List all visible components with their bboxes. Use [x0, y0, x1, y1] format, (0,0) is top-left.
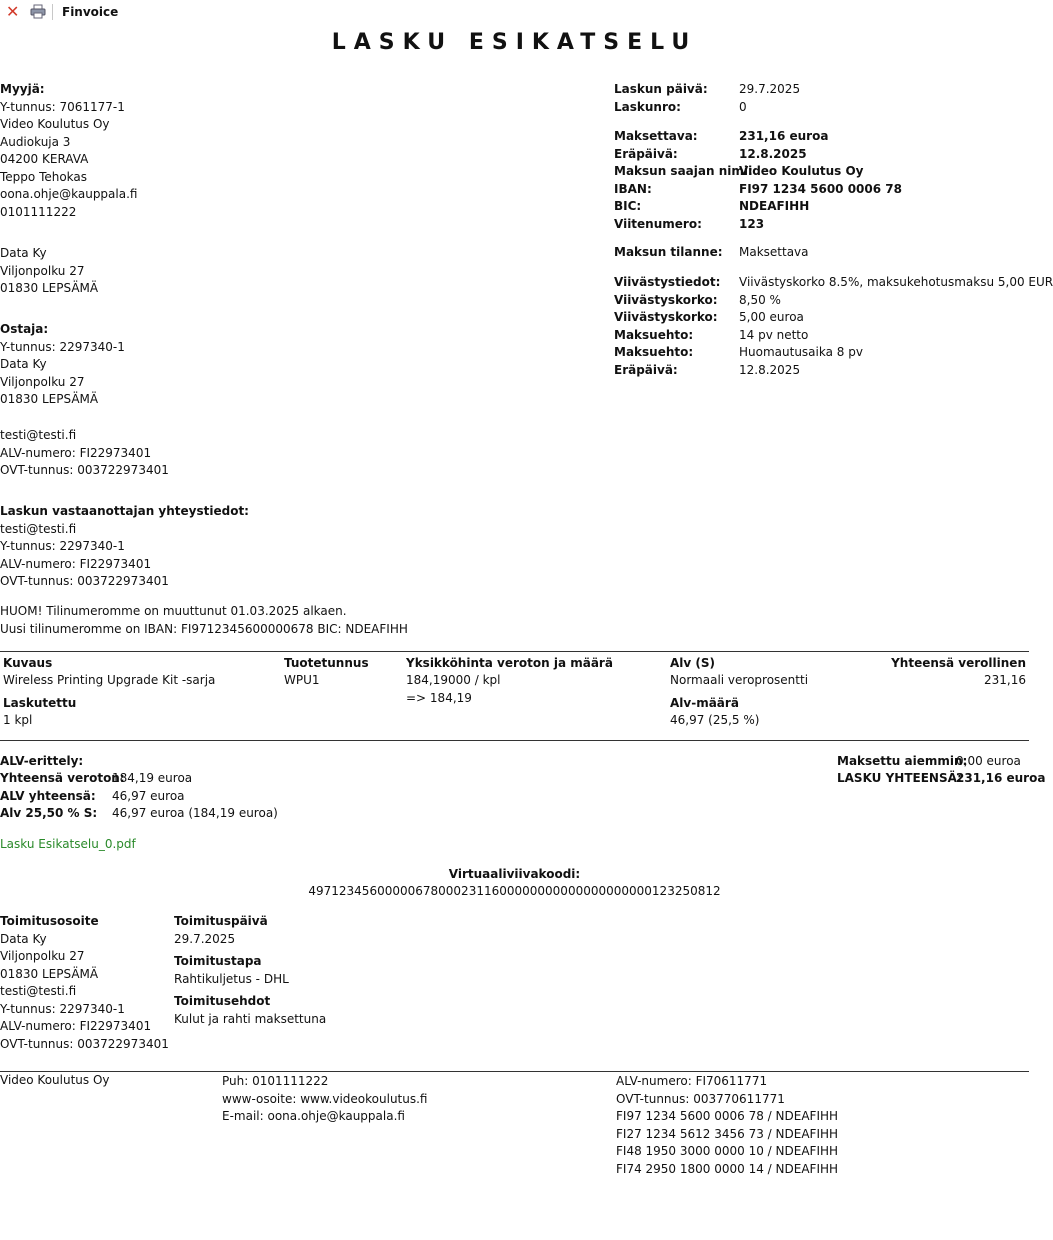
delivery-address-line: Y-tunnus: 2297340-1 [0, 1001, 125, 1016]
info-key: Viivästyskorko: [614, 292, 718, 307]
table-top-divider [0, 651, 1029, 652]
invoice-total-value: 231,16 euroa [956, 771, 1046, 785]
info-value: 14 pv netto [739, 327, 809, 342]
info-key: Viivästyskorko: [614, 310, 718, 324]
recipient-contact-line: Y-tunnus: 2297340-1 [0, 539, 125, 553]
item-unit-price: 184,19000 / kpl [406, 673, 501, 687]
delivery-address-label: Toimitusosoite [0, 914, 99, 928]
info-key: Eräpäivä: [614, 146, 678, 161]
toolbar-title: Finvoice [62, 5, 119, 19]
delivery-address-line: OVT-tunnus: 003722973401 [0, 1036, 169, 1051]
delivery-party-line: Viljonpolku 27 [0, 263, 85, 278]
seller-line: Teppo Tehokas [0, 169, 88, 184]
footer-website: www-osoite: www.videokoulutus.fi [222, 1091, 428, 1106]
invoiced-value: 1 kpl [3, 713, 33, 727]
seller-line: 0101111222 [0, 204, 77, 219]
seller-line: Video Koulutus Oy [0, 117, 110, 131]
delivery-date-label: Toimituspäivä [174, 914, 268, 928]
buyer-line: Viljonpolku 27 [0, 374, 85, 389]
buyer-block [0, 321, 125, 409]
paid-earlier-label: Maksettu aiemmin: [837, 754, 968, 768]
delivery-terms-label: Toimitusehdot [174, 994, 271, 1008]
footer-bank-account: FI97 1234 5600 0006 78 / NDEAFIHH [616, 1109, 839, 1123]
item-vat: Normaali veroprosentti [670, 673, 809, 687]
info-value: 12.8.2025 [739, 362, 801, 377]
item-product-code: WPU1 [284, 673, 320, 687]
vat-breakdown-key: ALV yhteensä: [0, 789, 96, 803]
delivery-party-block [0, 245, 98, 298]
col-header-unit-price: Yksikköhinta veroton ja määrä [406, 656, 613, 670]
info-value: Video Koulutus Oy [739, 164, 864, 178]
seller-label: Myyjä: [0, 82, 45, 96]
delivery-method-label: Toimitustapa [174, 954, 262, 968]
col-header-product-code: Tuotetunnus [284, 656, 369, 670]
barcode-label: Virtuaaliviivakoodi: [448, 867, 581, 881]
delivery-address-line: ALV-numero: FI22973401 [0, 1019, 152, 1033]
recipient-contact-line: testi@testi.fi [0, 521, 77, 536]
delivery-party-line: Data Ky [0, 246, 47, 260]
seller-line: Audiokuja 3 [0, 134, 71, 149]
delivery-address-line: testi@testi.fi [0, 984, 77, 998]
buyer-vat-number: ALV-numero: FI22973401 [0, 445, 152, 460]
info-key: BIC: [614, 199, 642, 213]
barcode-value: 497123456000006780002311600000000000000000000123250812 [308, 884, 721, 898]
vat-amount-label: Alv-määrä [670, 696, 739, 710]
pdf-link[interactable]: Lasku Esikatselu_0.pdf [0, 837, 136, 851]
info-key: IBAN: [614, 181, 652, 196]
seller-line: 04200 KERAVA [0, 152, 89, 166]
info-key: Maksuehto: [614, 327, 694, 342]
footer-divider [0, 1071, 1029, 1072]
buyer-email: testi@testi.fi [0, 428, 77, 442]
delivery-address-line: Viljonpolku 27 [0, 949, 85, 963]
buyer-ovt: OVT-tunnus: 003722973401 [0, 463, 169, 477]
footer-bank-account: FI48 1950 3000 0000 10 / NDEAFIHH [616, 1144, 839, 1158]
buyer-line: Data Ky [0, 357, 47, 371]
footer-email: E-mail: oona.ohje@kauppala.fi [222, 1109, 405, 1123]
info-value: 29.7.2025 [739, 82, 801, 96]
notice-line: Uusi tilinumeromme on IBAN: FI9712345600000678 BIC: NDEAFIHH [0, 621, 408, 636]
vat-breakdown-value: 46,97 euroa (184,19 euroa) [112, 806, 278, 820]
info-key: Laskunro: [614, 99, 681, 114]
delivery-party-line: 01830 LEPSÄMÄ [0, 281, 99, 295]
info-value: Huomautusaika 8 pv [739, 345, 863, 359]
col-header-total: Yhteensä verollinen [891, 656, 1026, 670]
info-value: NDEAFIHH [739, 199, 810, 213]
footer-bank-block [616, 1073, 838, 1178]
delivery-date-value: 29.7.2025 [174, 932, 236, 946]
toolbar [0, 0, 1029, 24]
footer-vat-number: ALV-numero: FI70611771 [616, 1074, 768, 1088]
info-value: 5,00 euroa [739, 310, 804, 324]
info-key: Viitenumero: [614, 216, 702, 231]
recipient-contact-label: Laskun vastaanottajan yhteystiedot: [0, 504, 249, 518]
buyer-extra-block [0, 427, 169, 480]
info-key: Maksuehto: [614, 345, 694, 359]
item-description: Wireless Printing Upgrade Kit -sarja [3, 673, 216, 687]
buyer-line: 01830 LEPSÄMÄ [0, 392, 99, 406]
delivery-address-block [0, 913, 169, 1053]
vat-amount-value: 46,97 (25,5 %) [670, 713, 760, 727]
col-header-vat: Alv (S) [670, 656, 716, 670]
footer-bank-account: FI74 2950 1800 0000 14 / NDEAFIHH [616, 1161, 839, 1176]
info-value: 12.8.2025 [739, 146, 807, 161]
close-icon[interactable]: ✕ [6, 2, 20, 21]
footer-company: Video Koulutus Oy [0, 1073, 110, 1087]
toolbar-separator [52, 4, 53, 20]
info-value: 123 [739, 216, 765, 231]
seller-block [0, 81, 137, 221]
delivery-address-line: 01830 LEPSÄMÄ [0, 966, 99, 981]
info-key: Maksun tilanne: [614, 245, 723, 259]
delivery-terms-value: Kulut ja rahti maksettuna [174, 1012, 327, 1026]
notice-block [0, 603, 408, 638]
seller-line: Y-tunnus: 7061177-1 [0, 99, 125, 114]
info-key: Laskun päivä: [614, 82, 708, 96]
invoiced-label: Laskutettu [3, 696, 77, 710]
info-key: Maksettava: [614, 129, 698, 143]
vat-breakdown-value: 184,19 euroa [112, 771, 193, 785]
vat-breakdown-label: ALV-erittely: [0, 754, 84, 768]
info-value: 8,50 % [739, 292, 781, 307]
delivery-address-line: Data Ky [0, 931, 47, 946]
recipient-contact-block [0, 503, 249, 591]
vat-breakdown-value: 46,97 euroa [112, 789, 185, 803]
vat-breakdown-key: Alv 25,50 % S: [0, 806, 98, 820]
info-value: Maksettava [739, 245, 809, 259]
footer-contact-block [222, 1073, 428, 1126]
info-value: FI97 1234 5600 0006 78 [739, 181, 902, 196]
info-value: 231,16 euroa [739, 129, 829, 143]
item-unit-price-result: => 184,19 [406, 691, 472, 705]
printer-icon[interactable] [30, 4, 46, 19]
info-value: Viivästyskorko 8.5%, maksukehotusmaksu 5,00 EUR [739, 275, 1053, 289]
info-value: 0 [739, 99, 747, 114]
buyer-label: Ostaja: [0, 322, 49, 336]
info-key: Maksun saajan nimi: [614, 164, 753, 178]
info-key: Eräpäivä: [614, 362, 678, 377]
footer-bank-account: FI27 1234 5612 3456 73 / NDEAFIHH [616, 1126, 839, 1141]
footer-phone: Puh: 0101111222 [222, 1074, 329, 1088]
recipient-contact-line: ALV-numero: FI22973401 [0, 556, 152, 571]
buyer-line: Y-tunnus: 2297340-1 [0, 339, 125, 354]
table-bottom-divider [0, 740, 1029, 741]
info-key: Viivästystiedot: [614, 275, 721, 289]
delivery-method-value: Rahtikuljetus - DHL [174, 972, 289, 986]
footer-ovt: OVT-tunnus: 003770611771 [616, 1091, 785, 1106]
notice-line: HUOM! Tilinumeromme on muuttunut 01.03.2025 alkaen. [0, 604, 347, 618]
page-title: LASKU ESIKATSELU [331, 30, 698, 55]
invoice-total-label: LASKU YHTEENSÄ: [837, 771, 962, 785]
item-total: 231,16 [984, 673, 1026, 687]
paid-earlier-value: 0,00 euroa [956, 754, 1021, 768]
seller-line: oona.ohje@kauppala.fi [0, 187, 138, 201]
vat-breakdown-key: Yhteensä veroton: [0, 771, 125, 785]
recipient-contact-line: OVT-tunnus: 003722973401 [0, 574, 169, 588]
col-header-description: Kuvaus [3, 656, 53, 670]
